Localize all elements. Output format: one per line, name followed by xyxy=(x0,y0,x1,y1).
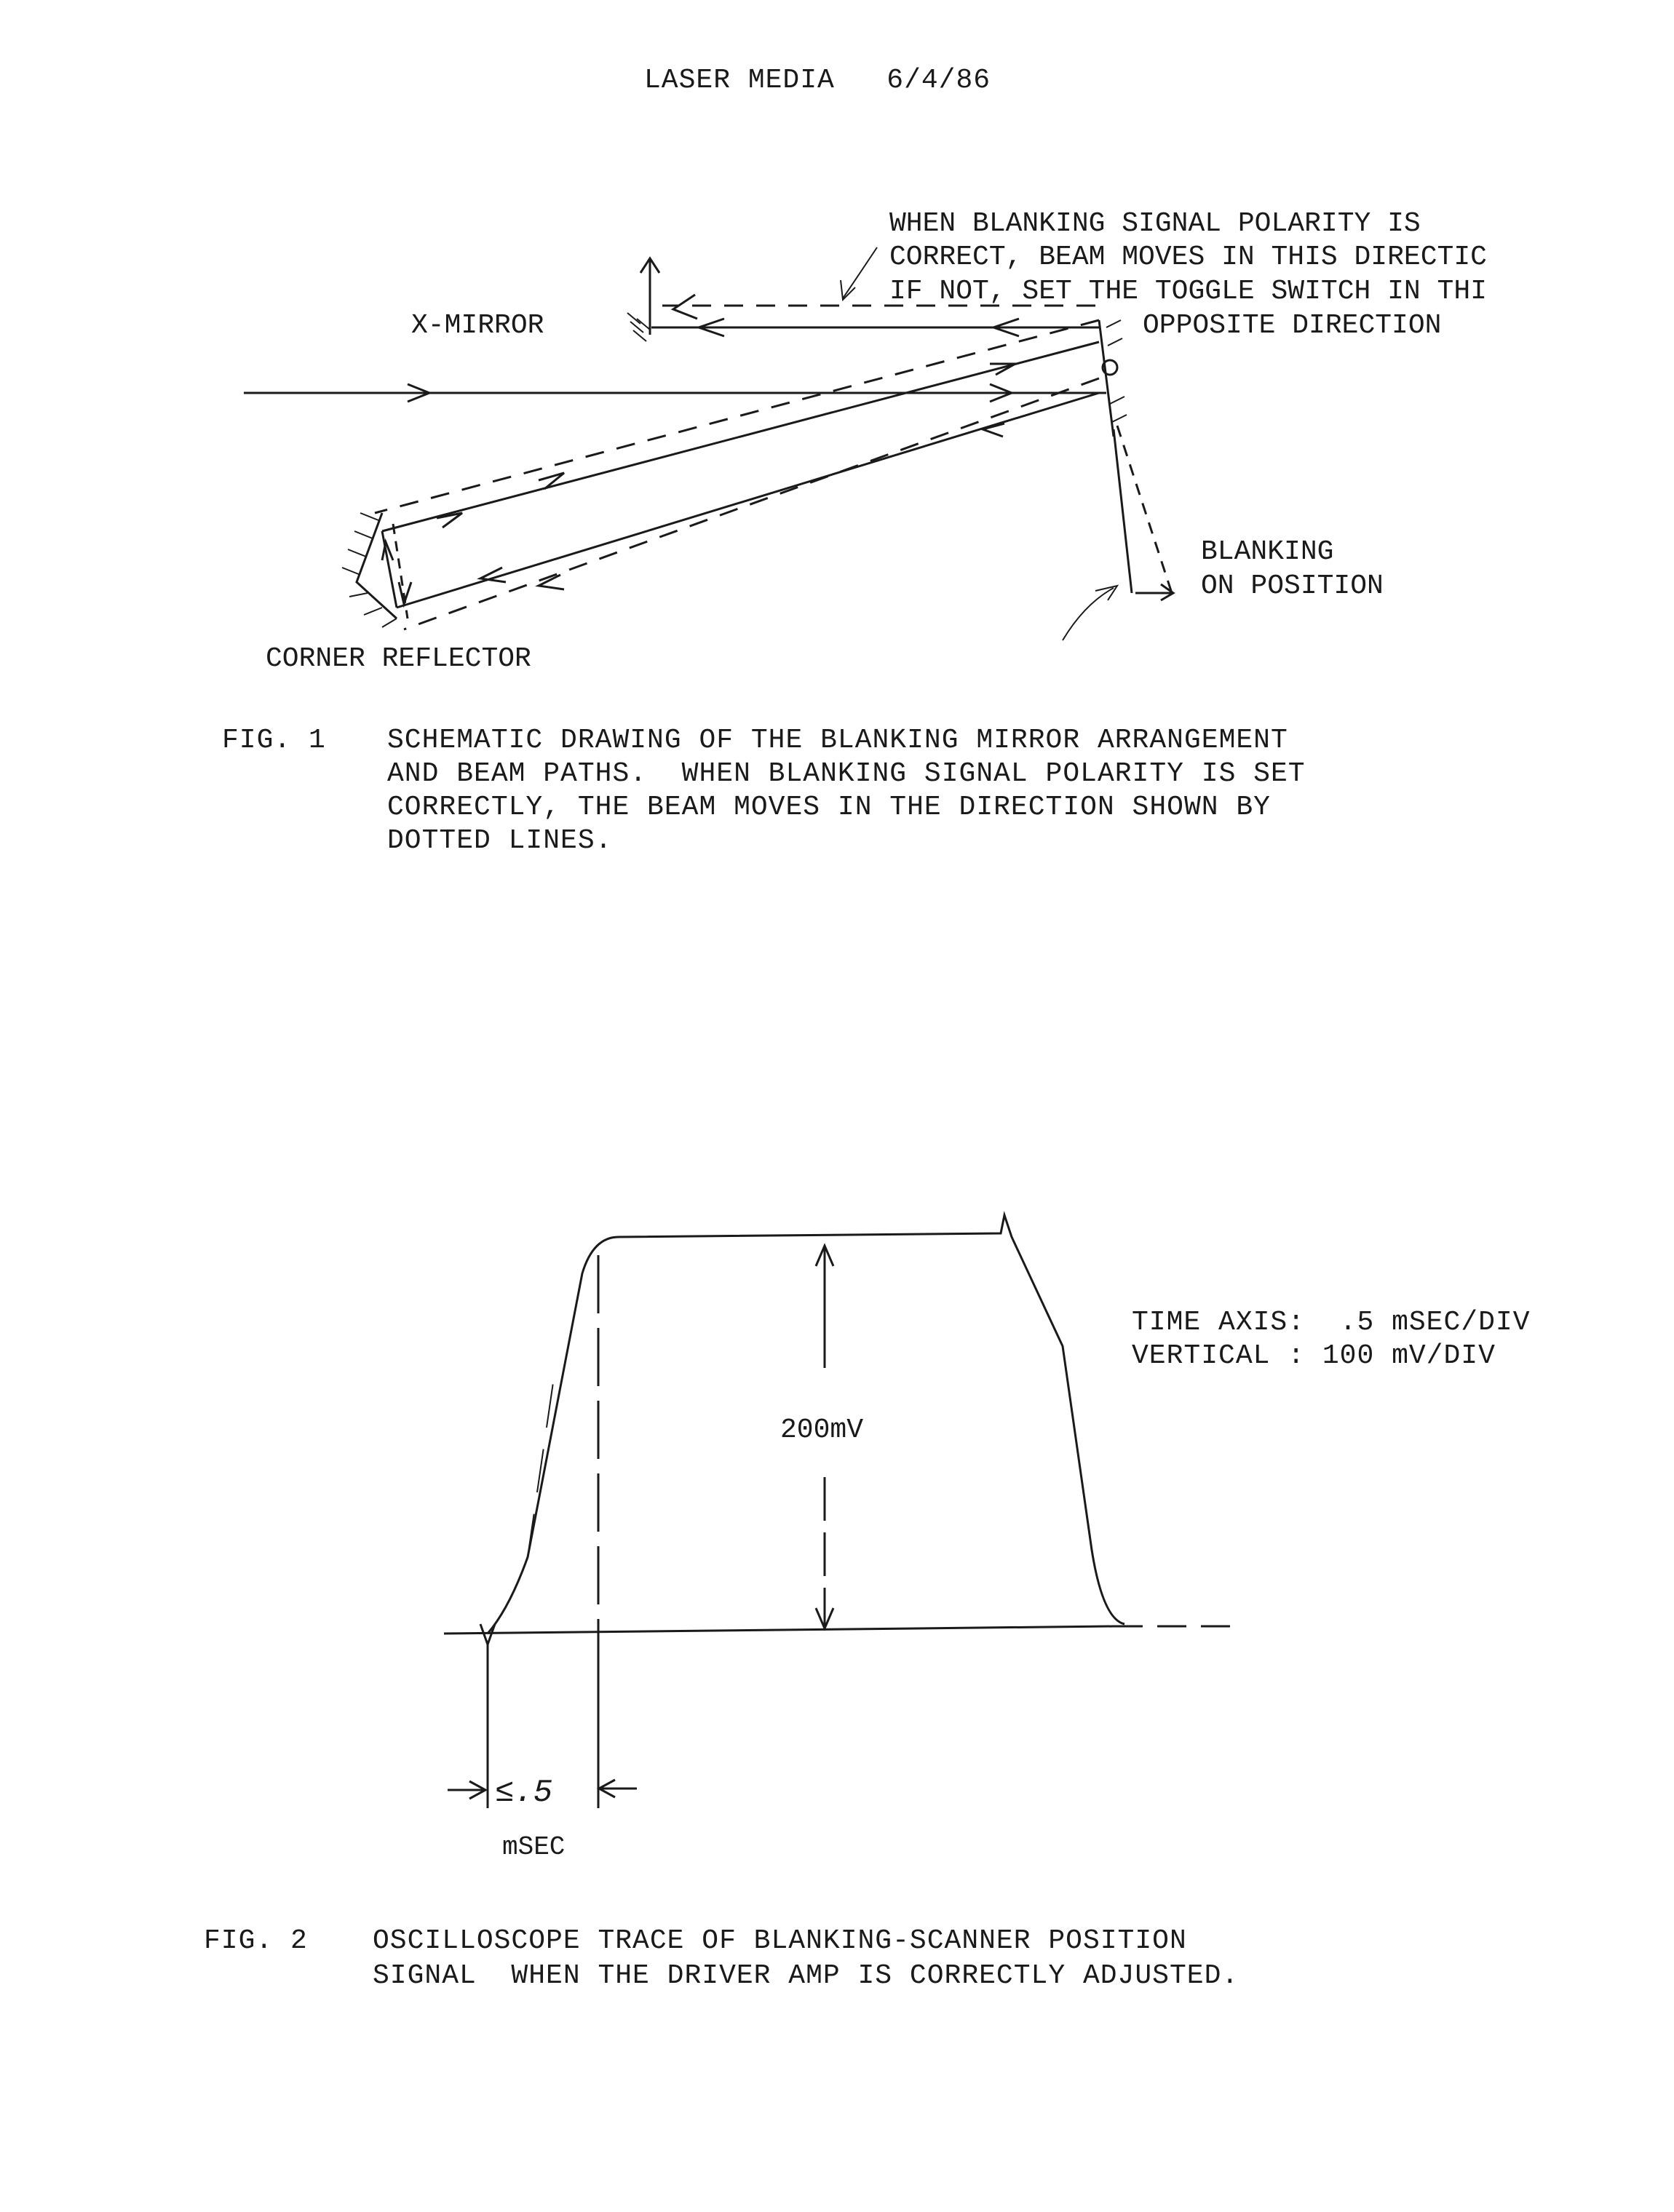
pulse-trace-faint xyxy=(528,1382,553,1557)
polarity-note-line-4: OPPOSITE DIRECTION xyxy=(1143,310,1442,341)
vertical-value: 100 mV/DIV xyxy=(1322,1340,1496,1372)
scale-time-axis xyxy=(1132,1306,1531,1340)
trace-baseline xyxy=(444,1626,1114,1634)
label-blanking-on-1: BLANKING xyxy=(1201,536,1334,568)
figure-2-caption-number: FIG. 2 xyxy=(204,1925,308,1957)
time-axis-value: .5 mSEC/DIV xyxy=(1339,1307,1531,1338)
figure-1-caption-line-1: SCHEMATIC DRAWING OF THE BLANKING MIRROR ARRANGEMENT xyxy=(387,725,1288,756)
scale-vertical xyxy=(1132,1340,1496,1373)
time-axis-label: TIME AXIS: xyxy=(1132,1307,1306,1338)
figure-2-caption-line-1: OSCILLOSCOPE TRACE OF BLANKING-SCANNER POSITION xyxy=(373,1925,1187,1957)
figure-1-caption-number: FIG. 1 xyxy=(222,725,326,756)
figure-2-caption-line-2: SIGNAL WHEN THE DRIVER AMP IS CORRECTLY ADJUSTED. xyxy=(373,1960,1239,1992)
polarity-note-line-1: WHEN BLANKING SIGNAL POLARITY IS xyxy=(889,208,1421,239)
label-corner-reflector: CORNER REFLECTOR xyxy=(266,643,531,675)
rise-time-arrow-right xyxy=(599,1780,637,1797)
figure-1-caption-line-4: DOTTED LINES. xyxy=(387,825,613,856)
rise-time-arrow-left xyxy=(448,1781,485,1799)
title-text: LASER MEDIA xyxy=(644,65,835,96)
figure-1-caption-line-2: AND BEAM PATHS. WHEN BLANKING SIGNAL POLARITY IS SET xyxy=(387,758,1306,789)
polarity-note-line-2: CORRECT, BEAM MOVES IN THIS DIRECTIC xyxy=(889,242,1487,273)
label-x-mirror: X-MIRROR xyxy=(411,310,544,341)
amplitude-label: 200mV xyxy=(780,1415,864,1446)
label-blanking-on-2: ON POSITION xyxy=(1201,570,1384,602)
rise-time-value: ≤.5 xyxy=(495,1775,553,1811)
rise-time-unit: mSEC xyxy=(502,1832,566,1862)
figure-1-caption-line-3: CORRECTLY, THE BEAM MOVES IN THE DIRECTION SHOWN BY xyxy=(387,792,1271,823)
vertical-label: VERTICAL : xyxy=(1132,1340,1306,1372)
title-date: 6/4/86 xyxy=(886,65,991,96)
polarity-note-line-3: IF NOT, SET THE TOGGLE SWITCH IN THI xyxy=(889,276,1487,307)
